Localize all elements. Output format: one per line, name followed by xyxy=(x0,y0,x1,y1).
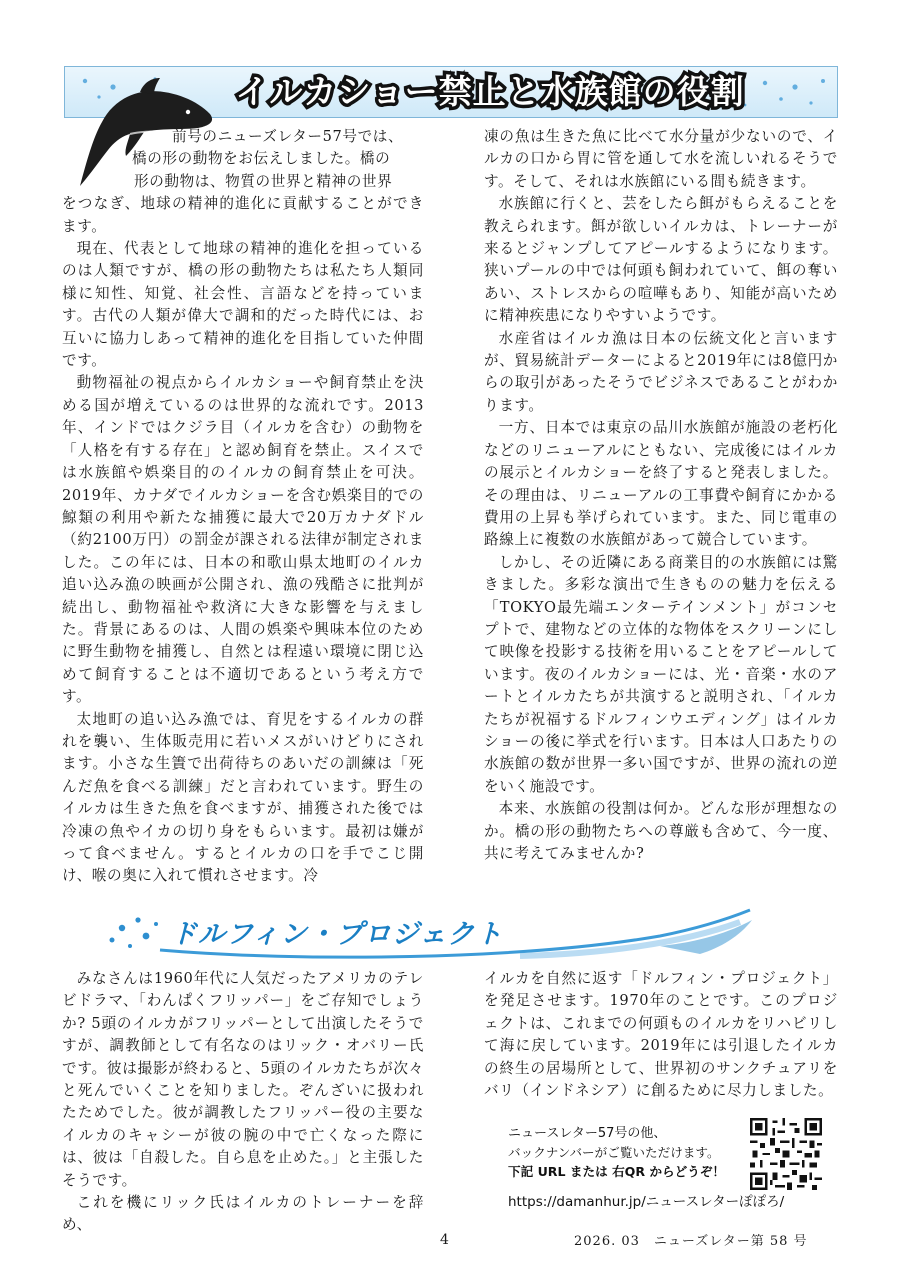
page-number: 4 xyxy=(440,1232,449,1248)
paragraph: みなさんは1960年代に人気だったアメリカのテレビドラマ、「わんぱくフリッパー」をご存知でしょうか? 5頭のイルカがフリッパーとして出演したそうですが、調教師として有名なのはリック・オバリー氏です。彼は撮影が終わると、5頭のイルカたちが次々と死んでいくことを知りました。ぞんざいに扱われたためでした。彼が調教したフリッパー役の主要なイルカのキャシーが彼の腕の中で亡くなった際には、彼は「自殺した。自ら息を止めた。」と主張したそうです。 xyxy=(62,970,424,1189)
paragraph: 現在、代表として地球の精神的進化を担っているのは人類ですが、橋の形の動物たちは私たち人類同様に知性、知覚、社会性、言語などを持っています。古代の人類が偉大で調和的だった時代には、お互いに協力しあって精神的進化を目指していた仲間です。 xyxy=(62,240,424,370)
article-column-2 xyxy=(484,126,838,865)
qr-code[interactable] xyxy=(750,1118,822,1190)
promo-line-2: バックナンバーがご覧いただけます。 xyxy=(508,1145,720,1160)
paragraph: 水族館に行くと、芸をしたら餌がもらえることを教えられます。餌が欲しいイルカは、トレーナーが来るとジャンプしてアピールするようになります。狭いプールの中では何頭も飼われていて、餌の奪いあい、ストレスからの喧嘩もあり、知能が高いために精神疾患になりやすいようです。 xyxy=(484,195,838,325)
backnumber-promo xyxy=(508,1124,725,1181)
issue-footer: 2026. 03 ニューズレター第 58 号 xyxy=(574,1234,808,1249)
paragraph: 一方、日本では東京の品川水族館が施設の老朽化などのリニューアルにともない、完成後にはイルカの展示とイルカショーを終了すると発表しました。その理由は、リニューアルの工事費や飼育にかかる費用の上昇も挙げられています。また、同じ電車の路線上に複数の水族館があって競合しています。 xyxy=(484,419,838,549)
promo-line-1: ニュースレター57号の他、 xyxy=(508,1126,667,1141)
backnumber-link[interactable]: https://damanhur.jp/ニュースレターぽぽろ/ xyxy=(508,1194,785,1210)
paragraph: 水産省はイルカ漁は日本の伝統文化と言いますが、貿易統計データーによると2019年には8億円からの取引があったそうでビジネスであることがわかります。 xyxy=(484,329,838,414)
paragraph: イルカを自然に返す「ドルフィン・プロジェクト」を発足させます。1970年のことです。このプロジェクトは、これまでの何頭ものイルカをリハビリして海に戻しています。2019年には引退したイルカの終生の居場所として、世界初のサンクチュアリをバリ（インドネシア）に創るために尽力しました。 xyxy=(484,970,838,1100)
article-column-4 xyxy=(484,968,838,1102)
lead-line-3: 形の動物は、物質の世界と精神の世界 xyxy=(134,172,393,190)
page-title: イルカショー禁止と水族館の役割 xyxy=(235,72,745,111)
lead-line-1: 前号のニューズレター57号では、 xyxy=(172,128,404,145)
lead-line-2: 橋の形の動物をお伝えしました。橋の xyxy=(132,150,391,168)
article-column-3 xyxy=(62,968,424,1237)
promo-line-3: 下記 URL または 右QR からどうぞ！ xyxy=(508,1164,726,1179)
article-column-1 xyxy=(62,126,424,888)
paragraph: これを機にリック氏はイルカのトレーナーを辞め、 xyxy=(62,1194,424,1234)
paragraph: 太地町の追い込み漁では、育児をするイルカの群れを襲い、生体販売用に若いメスがいけどりにされます。小さな生簀で出荷待ちのあいだの訓練は「死んだ魚を食べる訓練」だと言われています。野生のイルカは生きた魚を食べますが、捕獲された後では冷凍の魚やイカの切り身をもらいます。最初は嫌がって食べません。するとイルカの口を手でこじ開け、喉の奥に入れて慣れさせます。冷 xyxy=(62,710,424,885)
paragraph: しかし、その近隣にある商業目的の水族館には驚きました。多彩な演出で生きものの魅力を伝える「TOKYO最先端エンターテインメント」がコンセプトで、建物などの立体的な物体をスクリーンにして映像を投影する技術を用いることをアピールしています。夜のイルカショーには、光・音楽・水のアートとイルカたちが共演すると説明され、「イルカたちが祝福するドルフィンウエディング」はイルカショーの後に挙式を行います。日本は人口あたりの水族館の数が世界一多い国ですが、世界の流れの逆をいく施設です。 xyxy=(484,553,838,795)
paragraph: 凍の魚は生きた魚に比べて水分量が少ないので、イルカの口から胃に管を通して水を流しいれるそうです。そして、それは水族館にいる間も続きます。 xyxy=(484,128,838,190)
paragraph: 本来、水族館の役割は何か。どんな形が理想なのか。橋の形の動物たちへの尊厳も含めて、今一度、共に考えてみませんか? xyxy=(484,800,838,862)
paragraph: をつなぎ、地球の精神的進化に貢献することができます。 xyxy=(62,195,424,235)
paragraph: 動物福祉の視点からイルカショーや飼育禁止を決める国が増えているのは世界的な流れです。2013年、インドではクジラ目（イルカを含む）の動物を「人格を有する存在」と認め飼育を禁止。スイスでは水族館や娯楽目的のイルカの飼育禁止を可決。2019年、カナダでイルカショーを含む娯楽目的での鯨類の利用や新たな捕獲に最大で20万カナダドル（約2100万円）の罰金が課される法律が制定されました。この年には、日本の和歌山県太地町のイルカ追い込み漁の映画が公開され、漁の残酷さに批判が続出し、動物福祉や救済に大きな影響を与えました。背景にあるのは、人間の娯楽や興味本位のために野生動物を捕獲し、自然とは程遠い環境に閉じ込めて飼育することは不適切であるという考え方です。 xyxy=(62,374,424,706)
section-title: ドルフィン・プロジェクト xyxy=(170,919,504,950)
